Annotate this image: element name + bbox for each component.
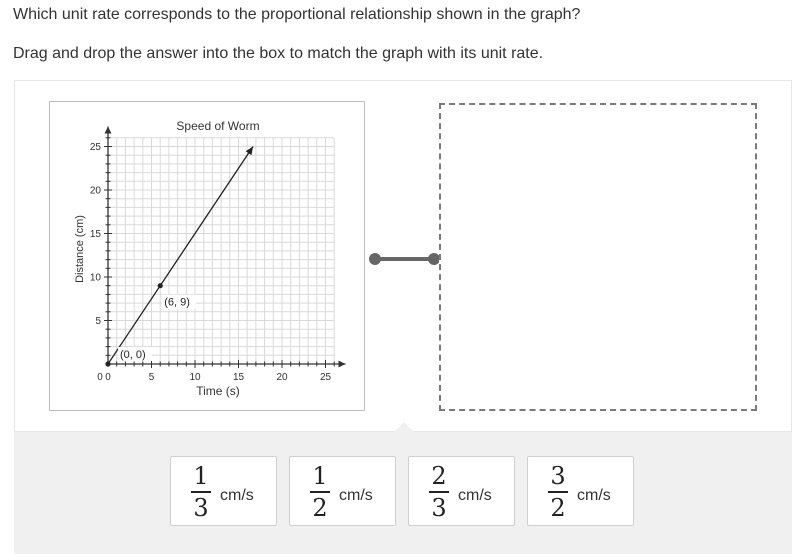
connector-start-dot (369, 253, 381, 265)
x-tick-label: 10 (189, 372, 201, 383)
chart-title: Speed of Worm (176, 119, 260, 133)
work-area (14, 80, 792, 432)
denominator: 2 (550, 494, 566, 522)
unit-label: cm/s (220, 487, 254, 504)
x-tick-label: 20 (276, 372, 288, 383)
numerator: 3 (550, 462, 566, 490)
numerator: 2 (431, 462, 447, 490)
y-tick-label: 20 (89, 185, 101, 197)
choice-one-half[interactable] (289, 456, 396, 526)
y-tick-label: 10 (89, 272, 101, 284)
graph-card (49, 101, 365, 411)
y-axis-arrow (105, 126, 112, 133)
numerator: 1 (193, 462, 209, 490)
data-line (108, 147, 253, 365)
answer-choices-tray (14, 432, 792, 554)
choice-one-third[interactable] (170, 456, 277, 526)
origin-label: 0 (97, 372, 103, 383)
y-tick-label: 5 (95, 316, 101, 327)
x-tick-label: 15 (232, 372, 245, 383)
fraction-bar (310, 491, 330, 493)
connector-line (368, 249, 442, 269)
unit-label: cm/s (458, 487, 492, 504)
x-axis-arrow (339, 361, 346, 368)
fraction-bar (548, 491, 568, 493)
y-tick-label: 25 (89, 142, 101, 153)
fraction (548, 463, 568, 521)
denominator: 3 (193, 494, 209, 522)
numerator: 1 (312, 462, 328, 490)
unit-label: cm/s (339, 487, 373, 504)
fraction-bar (191, 491, 211, 493)
unit-label: cm/s (577, 487, 611, 504)
instruction-text: Drag and drop the answer into the box to match the graph with its unit rate. (13, 45, 544, 62)
y-axis-label: Distance (cm) (74, 215, 86, 283)
speed-of-worm-chart (50, 102, 366, 412)
question-text: Which unit rate corresponds to the proportional relationship shown in the graph? (13, 6, 581, 23)
data-point (158, 283, 163, 288)
choice-two-thirds[interactable] (408, 456, 515, 526)
fraction (429, 463, 449, 521)
answer-drop-zone[interactable] (439, 103, 757, 411)
x-tick-label: 25 (319, 372, 332, 383)
denominator: 3 (431, 494, 447, 522)
x-tick-label: 5 (148, 372, 155, 383)
fraction-bar (429, 491, 449, 493)
point-label: (0, 0) (120, 349, 146, 361)
x-tick-label: 0 (105, 372, 111, 383)
denominator: 2 (312, 494, 328, 522)
x-axis-label: Time (s) (196, 384, 240, 398)
data-point (105, 361, 110, 366)
point-label: (6, 9) (164, 296, 190, 309)
fraction (310, 463, 330, 521)
choice-three-halves[interactable] (527, 456, 634, 526)
tray-notch (394, 422, 414, 432)
y-tick-label: 15 (89, 229, 101, 240)
fraction (191, 463, 211, 521)
